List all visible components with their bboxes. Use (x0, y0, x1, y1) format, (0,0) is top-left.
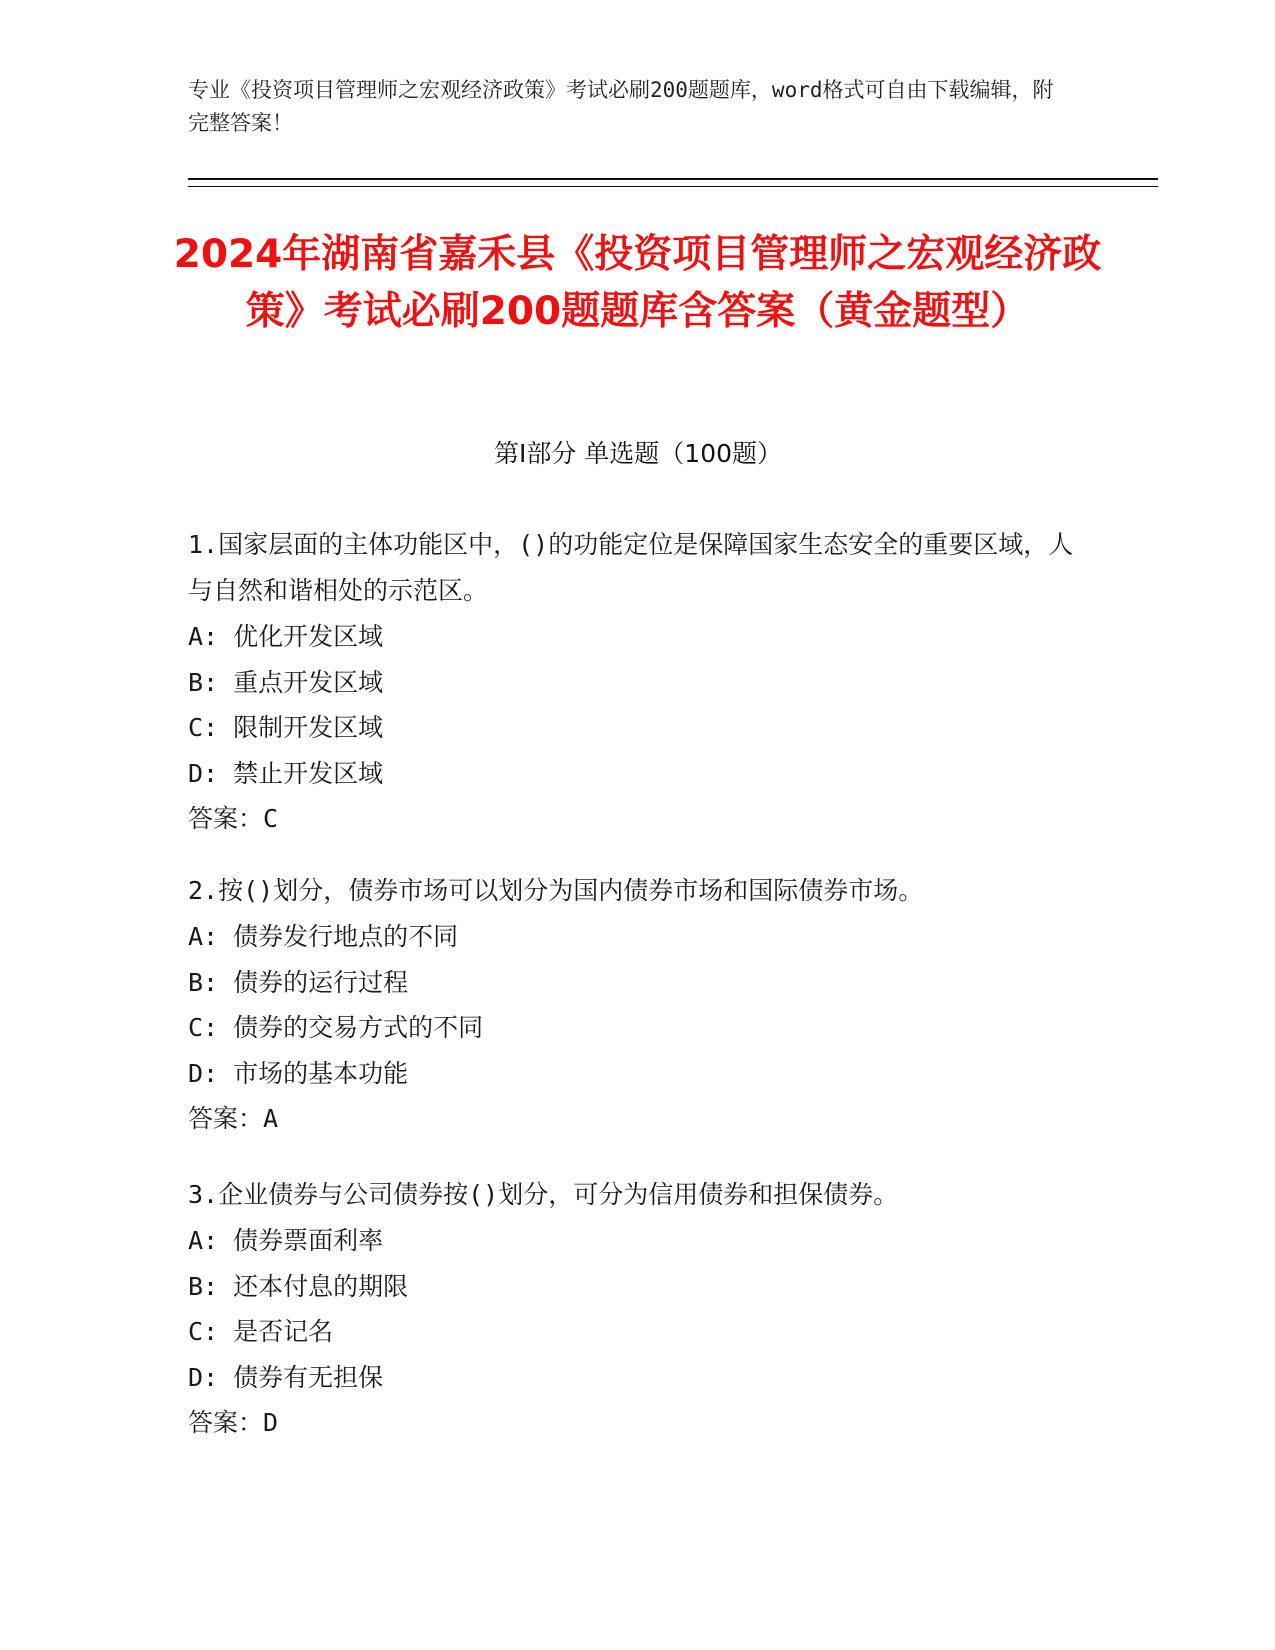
option-c: C: 限制开发区域 (188, 713, 384, 743)
question-block (188, 1172, 1088, 1446)
option-a: A: 债券发行地点的不同 (188, 922, 459, 951)
option-d: D: 禁止开发区域 (188, 758, 384, 788)
answer-value: A (263, 1104, 279, 1134)
answer-label: 答案： (188, 804, 264, 834)
answer-value: D (263, 1408, 279, 1438)
option-a: A: 优化开发区域 (188, 622, 384, 651)
question-stem: 3.企业债券与公司债券按()划分，可分为信用债券和担保债券。 (188, 1180, 899, 1209)
answer-line (188, 796, 1088, 842)
option-c: C: 债券的交易方式的不同 (188, 1013, 484, 1043)
option-d: D: 债券有无担保 (188, 1362, 384, 1392)
option-b: B: 重点开发区域 (188, 667, 384, 697)
header-divider-thin (188, 186, 1158, 187)
question-block (188, 522, 1088, 842)
option-b: B: 还本付息的期限 (188, 1271, 409, 1301)
question-stem: 2.按()划分，债券市场可以划分为国内债券市场和国际债券市场。 (188, 876, 924, 905)
option-d: D: 市场的基本功能 (188, 1058, 409, 1088)
question-stem: 1.国家层面的主体功能区中，()的功能定位是保障国家生态安全的重要区域，人与自然和谐相处的示范区。 (188, 530, 1074, 605)
question-block (188, 868, 1088, 1142)
option-a: A: 债券票面利率 (188, 1226, 384, 1255)
section-title: 第Ⅰ部分 单选题（100题） (493, 439, 783, 468)
option-c: C: 是否记名 (188, 1317, 334, 1347)
answer-line (188, 1400, 1088, 1446)
answer-label: 答案： (188, 1408, 264, 1438)
answer-label: 答案： (188, 1104, 264, 1134)
header-note: 专业《投资项目管理师之宏观经济政策》考试必刷200题题库，word格式可自由下载编辑，附完整答案！ (188, 78, 1054, 135)
document-title: 2024年湖南省嘉禾县《投资项目管理师之宏观经济政策》考试必刷200题题库含答案（黄金题型） (173, 232, 1102, 334)
option-b: B: 债券的运行过程 (188, 967, 409, 997)
answer-value: C (263, 804, 279, 834)
header-divider-thick (188, 178, 1158, 180)
answer-line (188, 1096, 1088, 1142)
